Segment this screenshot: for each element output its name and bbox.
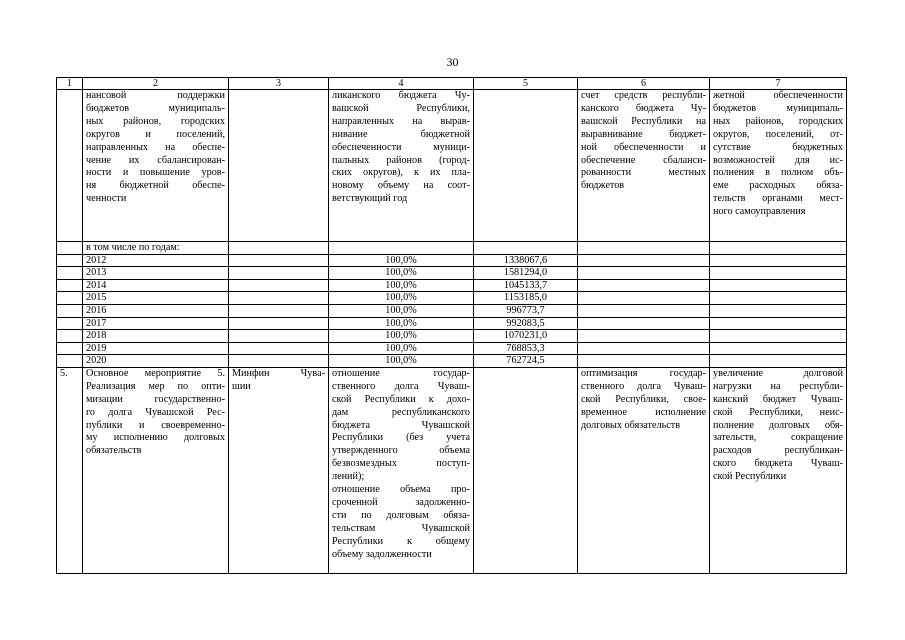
text-line: еме расходных обяза-	[713, 180, 843, 192]
percent-cell: 100,0%	[329, 292, 474, 305]
cell-empty	[710, 304, 847, 317]
text-line: полнение долговых обя-	[713, 419, 843, 431]
text-line: мизации государственно-	[86, 393, 225, 405]
value-cell: 1045133,7	[474, 279, 578, 292]
cell-num	[57, 90, 83, 242]
header-cell: 2	[83, 78, 229, 90]
year-row	[57, 355, 847, 368]
percent-cell: 100,0%	[329, 330, 474, 343]
percent-cell: 100,0%	[329, 279, 474, 292]
program-table	[56, 77, 847, 574]
text-line: ликанского бюджета Чу-	[332, 90, 470, 101]
text-line: рованности местных	[581, 167, 706, 179]
cell-empty	[710, 254, 847, 267]
value-cell: 1338067,6	[474, 254, 578, 267]
text-line: сроченной задолженно-	[332, 497, 470, 508]
text-line: вашской Республики на	[581, 115, 706, 127]
value-cell: 996773,7	[474, 304, 578, 317]
measure-title	[83, 367, 229, 573]
text-line: ственного долга Чуваш-	[581, 380, 706, 392]
text-line: округов, поселений, от-	[713, 128, 843, 140]
text-line: жетной обеспеченности	[713, 90, 843, 101]
text-line: долговых обязательств	[581, 419, 681, 431]
value-cell: 1153185,0	[474, 292, 578, 305]
measure-risks	[710, 367, 847, 573]
measure-indicators	[329, 367, 474, 573]
year-cell: 2015	[83, 292, 229, 305]
cell-empty	[57, 330, 83, 343]
text-line: бюджетов муниципаль-	[713, 102, 843, 114]
cell-empty	[229, 292, 329, 305]
year-rows	[57, 254, 847, 367]
text-line: нивание бюджетной	[332, 128, 470, 140]
header-cell: 1	[57, 78, 83, 90]
header-cell: 3	[229, 78, 329, 90]
cont-col3	[229, 90, 329, 242]
text-line: канский бюджет Чуваш-	[713, 393, 843, 405]
text-line: ственного долга Чуваш-	[332, 380, 470, 392]
value-cell: 768853,3	[474, 342, 578, 355]
text-line: публики и своевременно-	[86, 419, 225, 431]
cell-empty	[710, 330, 847, 343]
cell-empty	[710, 267, 847, 280]
cell-empty	[229, 317, 329, 330]
text-line: нагрузки на республи-	[713, 380, 843, 392]
text-line: полнения в полном объ-	[713, 167, 843, 179]
text-line: зательств, сокращение	[713, 432, 843, 444]
cell-empty	[229, 267, 329, 280]
percent-cell: 100,0%	[329, 342, 474, 355]
years-label-row	[57, 242, 847, 255]
cell-empty	[57, 317, 83, 330]
year-row	[57, 304, 847, 317]
text-line: обязательств	[86, 445, 142, 457]
text-line: ской Республики к дохо-	[332, 393, 470, 405]
text-line: ности и повышение уров-	[86, 167, 225, 179]
percent-cell: 100,0%	[329, 355, 474, 368]
cell-empty	[578, 342, 710, 355]
year-cell: 2019	[83, 342, 229, 355]
text-line: нансовой поддержки	[86, 90, 225, 101]
percent-cell: 100,0%	[329, 317, 474, 330]
text-line: увеличение долговой	[713, 367, 843, 379]
year-row	[57, 342, 847, 355]
text-line: направленных на вырав-	[332, 115, 470, 127]
cell-empty	[578, 292, 710, 305]
text-line: отношение государ-	[332, 367, 470, 379]
text-line: ветствующий год	[332, 193, 408, 205]
text-line: чение их сбалансирован-	[86, 154, 225, 166]
text-line: ной обеспеченности и	[581, 141, 706, 153]
cell-empty	[578, 355, 710, 368]
text-line: временное исполнение	[581, 406, 706, 418]
percent-cell: 100,0%	[329, 254, 474, 267]
text-line: новому объему на соот-	[332, 180, 470, 192]
text-line: Республики к общему	[332, 535, 470, 547]
continuation-row	[57, 90, 847, 242]
text-line: округов и поселений,	[86, 128, 225, 140]
percent-cell: 100,0%	[329, 304, 474, 317]
cell-empty	[57, 267, 83, 280]
cont-col7	[710, 90, 847, 242]
text-line: Минфин Чува-	[232, 367, 325, 379]
text-line: канского бюджета Чу-	[581, 102, 706, 114]
text-line: Реализация мер по опти-	[86, 380, 225, 392]
text-line: объему задолженности	[332, 548, 432, 560]
text-line: тельств органами мест-	[713, 193, 843, 205]
cell-empty	[229, 355, 329, 368]
year-row	[57, 317, 847, 330]
cell-empty	[57, 304, 83, 317]
year-cell: 2012	[83, 254, 229, 267]
value-cell: 762724,5	[474, 355, 578, 368]
cell-empty	[229, 342, 329, 355]
text-line: бюджета Чувашской	[332, 419, 470, 431]
cell-empty	[578, 317, 710, 330]
measure-result	[578, 367, 710, 573]
cell-empty	[229, 279, 329, 292]
measure-number: 5.	[57, 367, 83, 573]
header-cell: 4	[329, 78, 474, 90]
cont-col4	[329, 90, 474, 242]
text-line: пальных районов (город-	[332, 154, 470, 166]
text-line: расходов республикан-	[713, 445, 843, 457]
text-line: бюджетов муниципаль-	[86, 102, 225, 114]
year-row	[57, 254, 847, 267]
header-cell: 6	[578, 78, 710, 90]
text-line: го долга Чувашской Рес-	[86, 406, 225, 418]
text-line: выравнивание бюджет-	[581, 128, 706, 140]
measure-executor	[229, 367, 329, 573]
cell-empty	[57, 292, 83, 305]
header-cell: 7	[710, 78, 847, 90]
cell-empty	[578, 254, 710, 267]
cell-empty	[57, 254, 83, 267]
cell-empty	[578, 330, 710, 343]
cell-empty	[229, 330, 329, 343]
year-row	[57, 330, 847, 343]
year-cell: 2017	[83, 317, 229, 330]
year-cell: 2018	[83, 330, 229, 343]
cont-col2	[83, 90, 229, 242]
year-cell: 2020	[83, 355, 229, 368]
year-row	[57, 292, 847, 305]
year-cell: 2014	[83, 279, 229, 292]
text-line: направленных на обеспе-	[86, 141, 225, 153]
header-row	[57, 78, 847, 90]
text-line: ской Республики	[713, 471, 787, 483]
text-line: ных районов, городских	[86, 115, 225, 127]
year-row	[57, 267, 847, 280]
cell-empty	[229, 304, 329, 317]
cell-empty	[578, 279, 710, 292]
measure-col5	[474, 367, 578, 573]
text-line: тельствам Чувашской	[332, 522, 470, 534]
text-line: сти по долговым обяза-	[332, 509, 470, 521]
text-line: ского бюджета Чуваш-	[713, 458, 843, 470]
header-cell: 5	[474, 78, 578, 90]
text-line: утвержденного объема	[332, 445, 470, 457]
cell-empty	[57, 279, 83, 292]
text-line: ных районов, городских	[713, 115, 843, 127]
text-line: ской Республики, свое-	[581, 393, 706, 405]
years-label: в том числе по годам:	[83, 242, 229, 255]
cell-empty	[710, 342, 847, 355]
text-line: обеспечение сбаланси-	[581, 154, 706, 166]
cell-empty	[710, 292, 847, 305]
cell-empty	[710, 355, 847, 368]
value-cell: 1581294,0	[474, 267, 578, 280]
year-cell: 2013	[83, 267, 229, 280]
text-line: Республики (без учета	[332, 432, 470, 444]
year-cell: 2016	[83, 304, 229, 317]
cont-col5	[474, 90, 578, 242]
text-line: ного самоуправления	[713, 206, 806, 218]
text-line: лений);	[332, 471, 365, 483]
text-line: Основное мероприятие 5.	[86, 367, 225, 379]
text-line: му исполнению долговых	[86, 432, 225, 444]
value-cell: 1070231,0	[474, 330, 578, 343]
text-line: отношение объема про-	[332, 484, 470, 496]
text-line: безвозмездных поступ-	[332, 458, 470, 470]
page-number: 30	[446, 55, 459, 69]
text-line: шии	[232, 380, 251, 392]
text-line: бюджетов	[581, 180, 625, 192]
text-line: сутствие бюджетных	[713, 141, 843, 153]
text-line: ской Республики, неис-	[713, 406, 843, 418]
text-line: дам республиканского	[332, 406, 470, 418]
text-line: возможностей для ис-	[713, 154, 843, 166]
cell-empty	[229, 254, 329, 267]
text-line: оптимизация государ-	[581, 367, 706, 379]
cell-empty	[710, 279, 847, 292]
cell-empty	[57, 355, 83, 368]
text-line: ня бюджетной обеспе-	[86, 180, 225, 192]
year-row	[57, 279, 847, 292]
value-cell: 992083,5	[474, 317, 578, 330]
cell-empty	[578, 304, 710, 317]
cell-empty	[578, 267, 710, 280]
cell-empty	[57, 342, 83, 355]
cont-col6	[578, 90, 710, 242]
measure-row-5	[57, 367, 847, 573]
cell-empty	[710, 317, 847, 330]
text-line: счет средств республи-	[581, 90, 706, 101]
text-line: ченности	[86, 193, 127, 205]
text-line: вашской Республики,	[332, 102, 470, 114]
percent-cell: 100,0%	[329, 267, 474, 280]
text-line: обеспеченности муници-	[332, 141, 470, 153]
text-line: ских округов), к их пла-	[332, 167, 470, 179]
